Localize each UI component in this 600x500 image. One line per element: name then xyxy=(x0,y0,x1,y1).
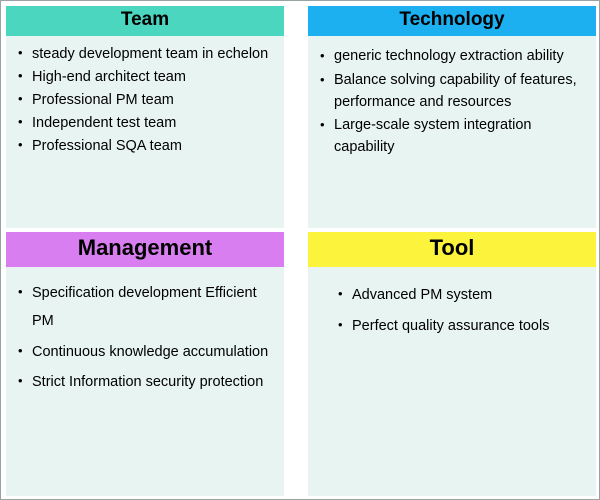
panel-technology-title: Technology xyxy=(308,6,596,36)
list-item: • Perfect quality assurance tools xyxy=(336,312,586,341)
panel-technology-body xyxy=(308,36,596,228)
list-item: • Continuous knowledge accumulation xyxy=(16,338,274,366)
panel-team-list xyxy=(16,44,274,157)
list-item: • Independent test team xyxy=(16,113,274,134)
panel-team xyxy=(6,6,284,228)
panel-tool-title: Tool xyxy=(308,232,596,267)
panel-management xyxy=(6,232,284,496)
panel-tool-list xyxy=(336,281,586,341)
panel-management-list xyxy=(16,279,274,396)
list-item: • Advanced PM system xyxy=(336,281,586,310)
list-item: • Strict Information security protection xyxy=(16,368,274,396)
panel-tool-body xyxy=(308,267,596,496)
panel-management-body xyxy=(6,267,284,496)
list-item: • generic technology extraction ability xyxy=(318,46,586,68)
list-item: • Large-scale system integration capability xyxy=(318,115,586,159)
list-item: • steady development team in echelon xyxy=(16,44,274,65)
panel-tool xyxy=(308,232,596,496)
panel-technology-list xyxy=(318,46,586,159)
list-item: • Specification development Efficient PM xyxy=(16,279,274,336)
list-item: • Professional PM team xyxy=(16,90,274,111)
panel-management-title: Management xyxy=(6,232,284,267)
panel-team-body xyxy=(6,36,284,228)
panel-technology xyxy=(308,6,596,228)
list-item: • Professional SQA team xyxy=(16,136,274,157)
panel-team-title: Team xyxy=(6,6,284,36)
list-item: • Balance solving capability of features, performance and resources xyxy=(318,70,586,114)
list-item: • High-end architect team xyxy=(16,67,274,88)
